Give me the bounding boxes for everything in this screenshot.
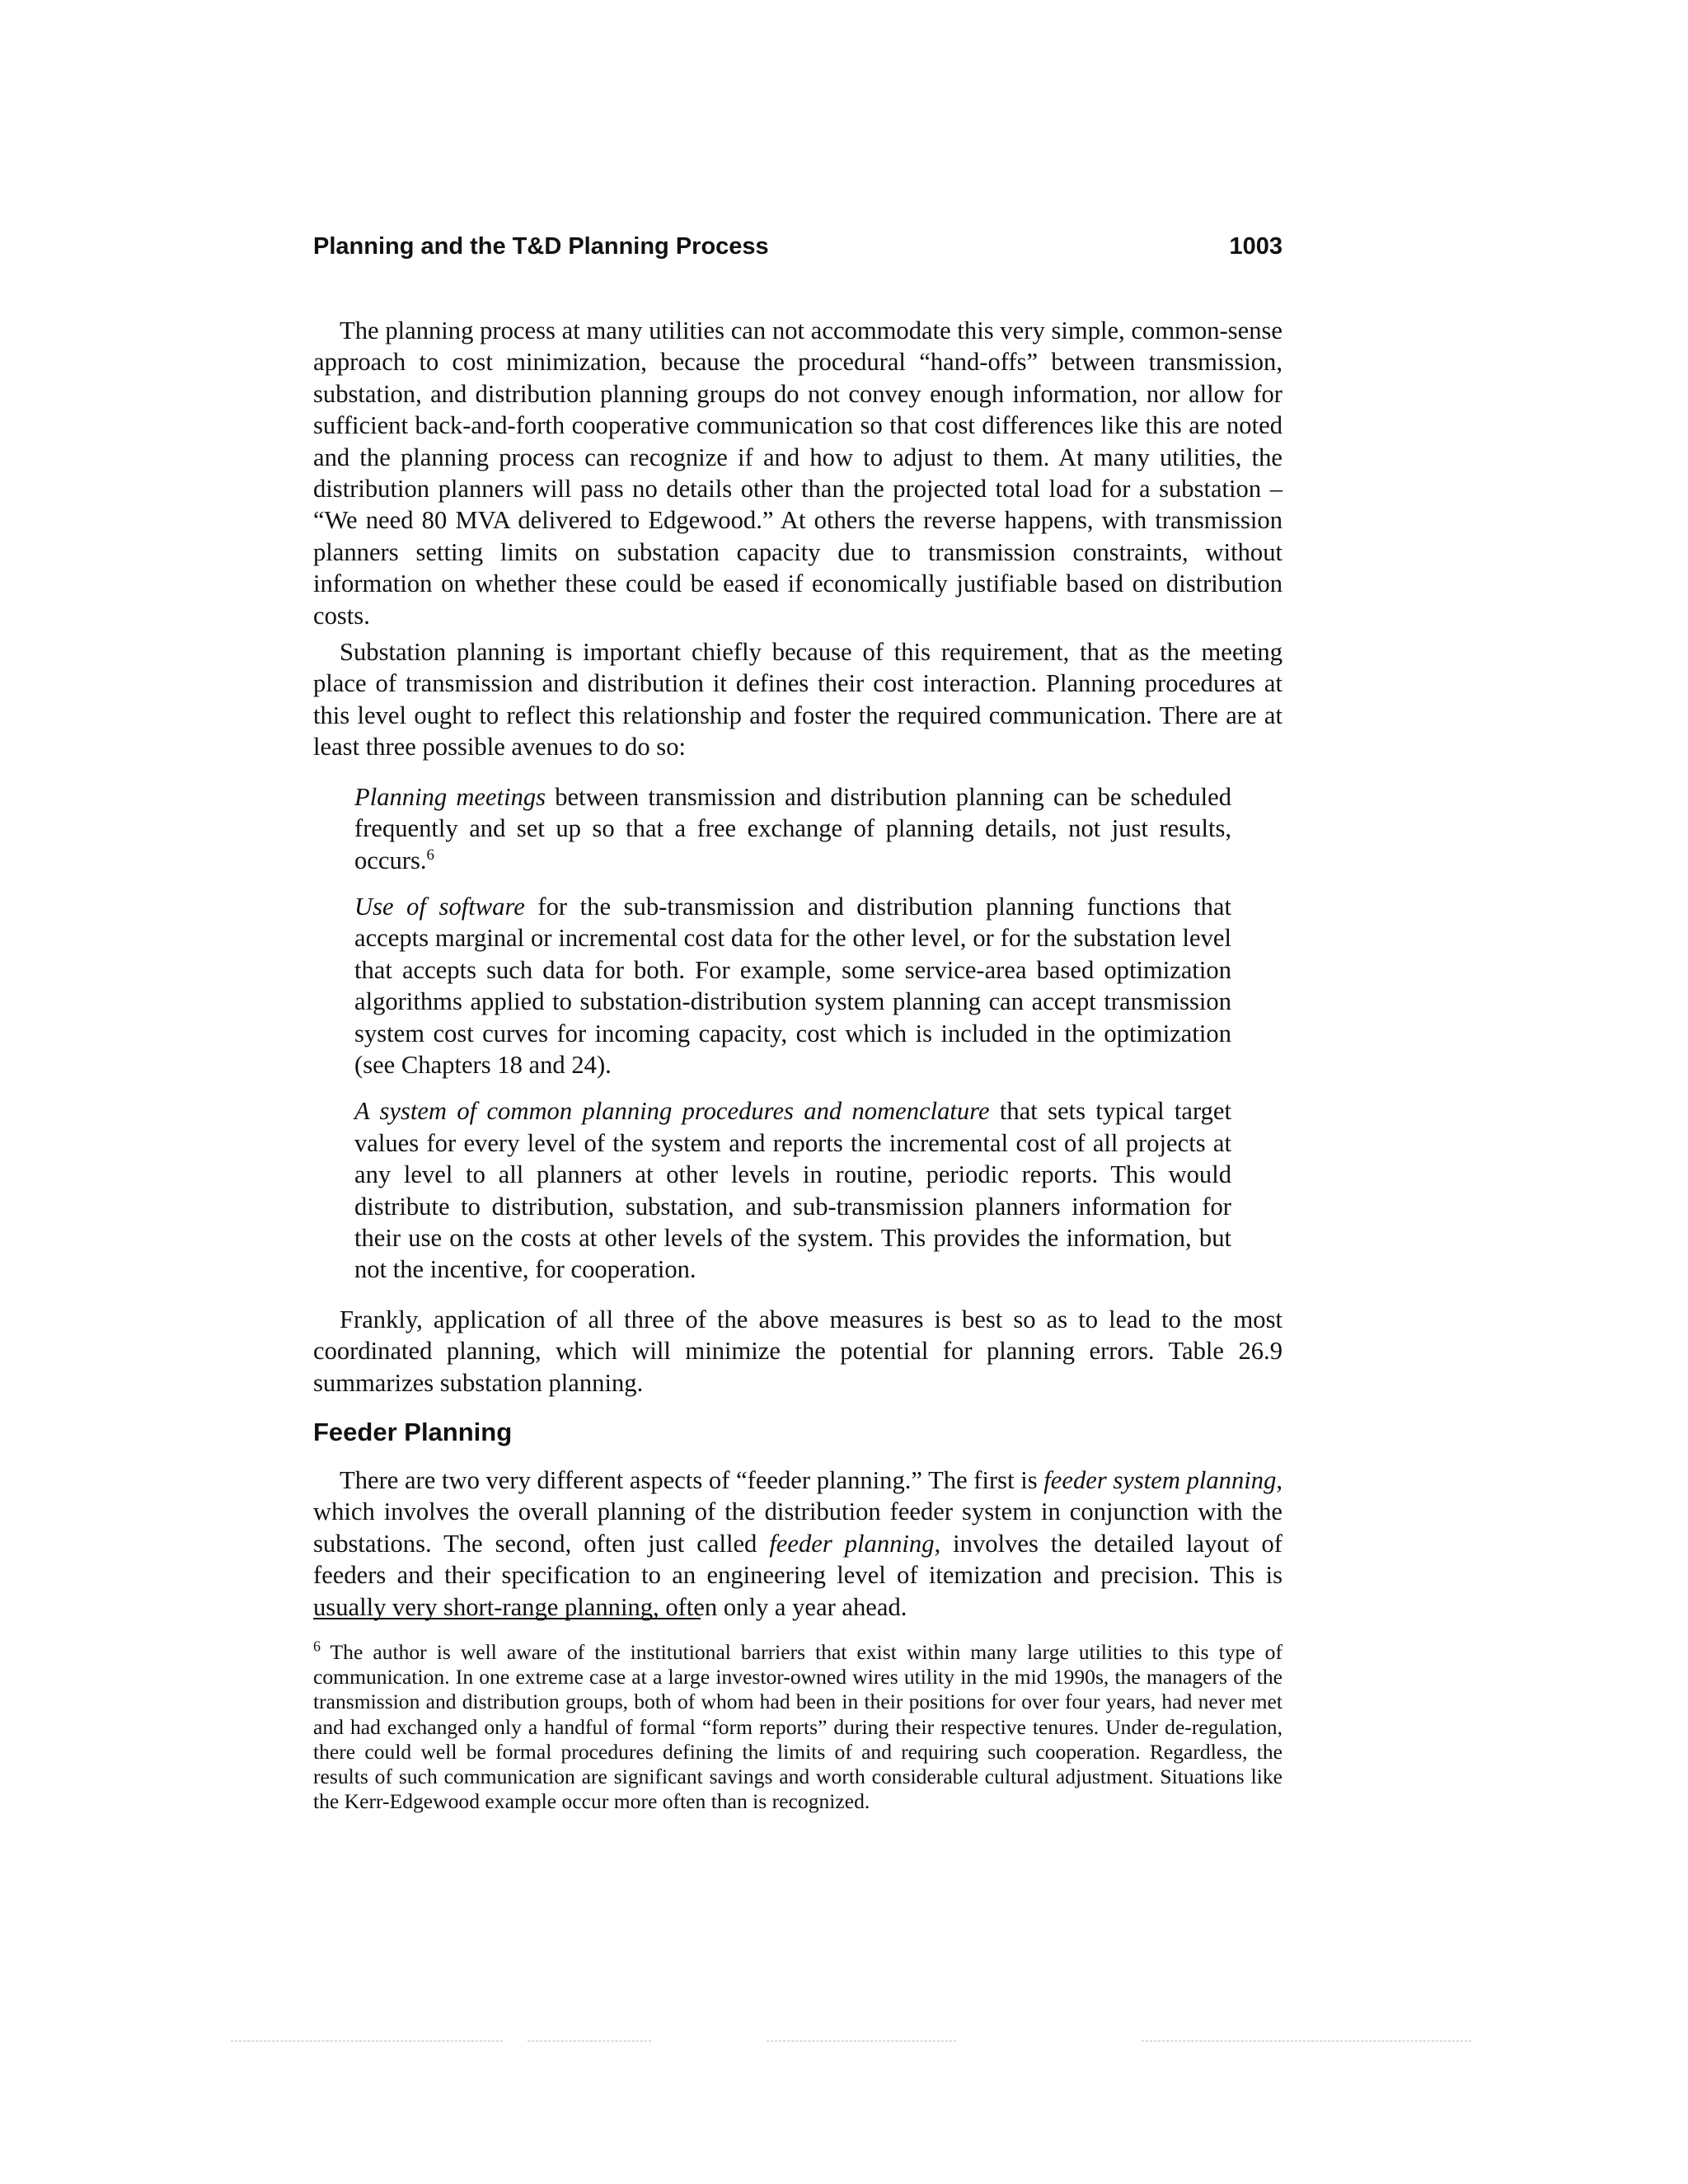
running-header (313, 233, 1282, 260)
footnote-reference: 6 (426, 846, 434, 864)
footnote-marker: 6 (313, 1638, 321, 1655)
section-heading: Feeder Planning (313, 1418, 513, 1446)
page-number: 1003 (1229, 233, 1282, 260)
avenues-list (354, 781, 1231, 1286)
footnote (313, 1640, 1282, 1814)
avenue-item-2 (354, 891, 1231, 1080)
paragraph-4-part-a: There are two very different aspects of “feeder planning.” The first is (340, 1466, 1044, 1494)
paragraph-1: The planning process at many utilities can not accommodate this very simple, common-sense approach to cost minimization, because the procedural “hand-offs” between transmission, substation, and distribution planning groups do not convey enough information, nor allow for sufficient back-and-forth cooperative communication so that cost differences like this are noted and the planning process can recognize if and how to adjust to them. At many utilities, the distribution planners will pass no details other than the projected total load for a substation – “We need 80 MVA delivered to Edgewood.” At others the reverse happens, with transmission planners setting limits on substation capacity due to transmission constraints, without information on whether these could be eased if economically justifiable based on distribution costs. (313, 316, 1282, 630)
term-feeder-planning: feeder planning, (769, 1529, 941, 1558)
avenue-text-1: between transmission and distribution planning can be scheduled frequently and set up so that a free exchange of planning details, not just results, occurs. (354, 782, 1231, 874)
footnote-text: The author is well aware of the institutional barriers that exist within many large utilities to this type of communication. In one extreme case at a large investor-owned wires utility in the mid 1990s, the managers of the transmission and distribution groups, both of whom had been in their positions for over four years, had never met and had exchanged only a handful of formal “form reports” during their respective tenures. Under de-regulation, there could well be formal procedures defining the limits of and requiring such cooperation. Regardless, the results of such communication are significant savings and worth considerable cultural adjustment. Situations like the Kerr-Edgewood example occur more often than is recognized. (313, 1640, 1282, 1814)
avenue-text-2: for the sub-transmission and distribution planning functions that accepts marginal or incremental cost data for the other level, or for the substation level that accepts such data for both. For example, some service-area based optimization algorithms applied to substation-distribution system planning can accept transmission system cost curves for incoming capacity, cost which is included in the optimization (see Chapters 18 and 24). (354, 892, 1231, 1079)
avenue-text-3: that sets typical target values for every level of the system and reports the incremental cost of all projects at any level to all planners at other levels in routine, periodic reports. This would distribute to distribution, substation, and sub-transmission planners information for their use on the costs at other levels of the system. This provides the information, but not the incentive, for cooperation. (354, 1097, 1231, 1284)
avenue-item-1 (354, 781, 1231, 876)
paragraph-4 (313, 1465, 1282, 1623)
paragraph-2: Substation planning is important chiefly because of this requirement, that as the meeting place of transmission and distribution it defines their cost interaction. Planning procedures at this level ought to reflect this relationship and foster the required communication. There are at least three possible avenues to do so: (313, 638, 1282, 762)
main-text (313, 315, 1282, 1623)
avenue-item-3 (354, 1095, 1231, 1285)
paragraph-3: Frankly, application of all three of the above measures is best so as to lead to the most coordinated planning, which will minimize the potential for planning errors. Table 26.9 summarizes substation planning. (313, 1305, 1282, 1397)
term-feeder-system-planning: feeder system planning, (1043, 1466, 1283, 1494)
avenue-term-2: Use of software (354, 892, 525, 921)
paragraph-4-part-b: which involves the overall planning of the distribution feeder system in conjunction with the substations. The second, often just called (313, 1497, 1282, 1558)
avenue-term-3: A system of common planning procedures and nomenclature (354, 1097, 990, 1126)
avenue-term-1: Planning meetings (354, 782, 546, 811)
footnote-divider (313, 1618, 701, 1619)
running-title: Planning and the T&D Planning Process (313, 233, 769, 260)
paragraph-4-part-c: involves the detailed layout of feeders and their specification to an engineering level of itemization and precision. This is usually very short-range planning, often only a year ahead. (313, 1529, 1282, 1621)
